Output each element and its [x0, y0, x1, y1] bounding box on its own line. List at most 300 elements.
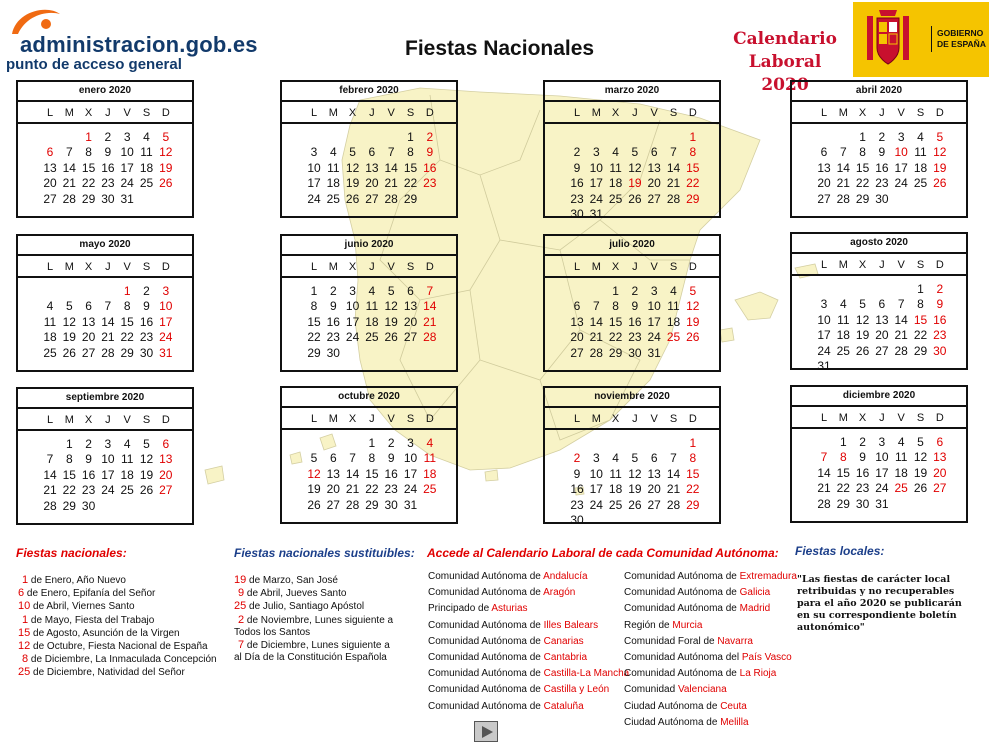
calendar-month: [280, 234, 458, 372]
day-cell: 19: [345, 176, 360, 191]
day-cell: 9: [573, 160, 581, 175]
days-grid: [545, 122, 719, 221]
day-cell: 27: [570, 345, 584, 360]
month-title: octubre 2020: [282, 388, 456, 408]
weekday-label: X: [348, 107, 357, 119]
next-button[interactable]: [474, 721, 498, 742]
day-cell: 21: [384, 176, 398, 191]
day-cell: 29: [686, 497, 700, 512]
day-cell: 30: [139, 345, 154, 360]
day-cell: 13: [403, 299, 418, 314]
day-cell: 7: [670, 451, 677, 466]
day-cell: 4: [46, 299, 54, 314]
day-cell: 4: [329, 145, 337, 160]
day-cell: 8: [689, 451, 697, 466]
day-cell: 26: [159, 176, 173, 191]
weekday-header: [545, 102, 719, 122]
weekday-label: M: [838, 107, 848, 119]
weekday-label: L: [310, 107, 318, 119]
day-cell: 22: [686, 482, 700, 497]
day-cell: 19: [159, 160, 173, 175]
calendar-month: [280, 386, 458, 524]
day-cell: 10: [159, 299, 173, 314]
day-cell: 23: [570, 191, 584, 206]
day-cell: 31: [817, 359, 831, 373]
day-cell: 28: [817, 496, 831, 511]
day-cell: 24: [589, 191, 603, 206]
day-cell: 3: [592, 145, 600, 160]
day-cell: 22: [365, 482, 379, 497]
weekday-label: J: [369, 107, 375, 119]
weekday-label: M: [838, 259, 848, 271]
weekday-label: L: [46, 261, 54, 273]
day-cell: 24: [894, 176, 908, 191]
day-cell: 12: [628, 160, 642, 175]
brand-subtitle: punto de acceso general: [6, 56, 182, 73]
day-cell: 22: [403, 176, 418, 191]
day-cell: 2: [631, 284, 639, 298]
day-cell: 1: [689, 130, 697, 144]
weekday-label: J: [369, 261, 375, 273]
day-cell: 21: [817, 481, 831, 496]
comunidad-name: País Vasco: [741, 652, 792, 663]
day-cell: 9: [329, 299, 337, 314]
day-cell: 8: [689, 145, 697, 160]
weekday-label: M: [591, 413, 601, 425]
weekday-label: J: [369, 413, 375, 425]
day-cell: 2: [573, 451, 581, 466]
weekday-label: L: [820, 107, 828, 119]
weekday-label: D: [425, 107, 434, 119]
comunidad-prefix: Comunidad Autónoma de: [428, 635, 541, 647]
comunidad-link[interactable]: [624, 701, 747, 712]
day-cell: 19: [628, 482, 642, 497]
day-cell: 31: [403, 497, 418, 512]
day-cell: 2: [859, 435, 866, 449]
weekday-label: V: [387, 261, 395, 273]
play-arrow-icon: [480, 725, 494, 739]
list-item: 10 de Abril, Viernes Santo: [18, 600, 135, 613]
comunidad-link[interactable]: [428, 668, 629, 679]
day-cell: 20: [647, 482, 661, 497]
weekday-label: S: [669, 261, 678, 273]
day-cell: 25: [120, 483, 134, 498]
day-cell: 26: [307, 497, 321, 512]
day-cell: 6: [329, 451, 337, 466]
comunidad-link[interactable]: [428, 620, 598, 631]
day-cell: 17: [589, 482, 603, 497]
day-cell: 15: [62, 467, 76, 482]
comunidad-prefix: Región de: [624, 619, 670, 631]
day-cell: 9: [859, 450, 866, 465]
comunidad-link[interactable]: [428, 587, 575, 598]
day-cell: 11: [609, 160, 622, 175]
day-cell: 9: [387, 451, 395, 466]
comunidad-link[interactable]: [428, 701, 584, 712]
comunidad-prefix: Comunidad Autónoma de: [428, 684, 541, 696]
comunidad-link[interactable]: [624, 717, 749, 728]
comunidad-name: Melilla: [720, 716, 749, 728]
day-cell: 19: [62, 330, 76, 345]
weekday-label: M: [591, 107, 601, 119]
day-cell: 29: [686, 191, 700, 206]
weekday-label: M: [64, 107, 74, 119]
day-cell: 28: [666, 497, 681, 512]
day-cell: 25: [365, 330, 379, 345]
day-cell: 21: [423, 314, 437, 329]
comunidad-link[interactable]: [428, 636, 584, 647]
day-cell: 4: [426, 436, 434, 450]
day-cell: 23: [875, 176, 889, 191]
day-cell: 11: [140, 145, 153, 160]
comunidad-link[interactable]: [428, 684, 609, 695]
days-grid: [18, 276, 192, 372]
list-item: 15 de Agosto, Asunción de la Virgen: [18, 626, 180, 639]
day-cell: 4: [123, 437, 131, 451]
day-cell: 29: [913, 343, 928, 358]
day-cell: 20: [933, 465, 947, 480]
day-cell: 6: [85, 299, 92, 314]
weekday-label: V: [123, 414, 131, 426]
day-cell: 2: [387, 436, 395, 450]
day-cell: 11: [609, 466, 622, 481]
day-cell: 20: [403, 314, 418, 329]
day-cell: 12: [913, 450, 928, 465]
weekday-label: S: [669, 413, 678, 425]
administracion-logo[interactable]: [6, 4, 266, 74]
day-cell: 26: [913, 481, 928, 496]
weekday-header: [282, 408, 456, 428]
day-cell: 9: [573, 466, 581, 481]
day-cell: 15: [686, 160, 700, 175]
day-cell: 22: [855, 176, 870, 191]
day-cell: 30: [933, 343, 947, 358]
comunidad-link[interactable]: [624, 684, 727, 695]
comunidad-link[interactable]: [428, 603, 528, 614]
day-cell: 29: [120, 345, 134, 360]
day-cell: 27: [647, 191, 661, 206]
comunidad-link[interactable]: [624, 636, 753, 647]
day-cell: 24: [345, 330, 360, 345]
day-cell: 23: [384, 482, 398, 497]
weekday-label: V: [897, 107, 905, 119]
day-cell: 23: [628, 330, 642, 345]
comunidad-name: Galicia: [739, 587, 771, 599]
day-cell: 22: [307, 330, 321, 345]
weekday-label: X: [858, 259, 867, 271]
weekday-header: [282, 256, 456, 276]
calendar-month: [543, 234, 721, 372]
list-item: 7 de Diciembre, Lunes siguiente a: [238, 639, 390, 652]
comunidad-prefix: Comunidad Autónoma de: [624, 571, 737, 582]
comunidad-prefix: Comunidad: [624, 684, 676, 696]
page-title: Fiestas Nacionales: [405, 37, 595, 60]
day-cell: 1: [123, 284, 131, 298]
day-cell: 13: [159, 452, 173, 467]
day-cell: 25: [43, 345, 57, 360]
day-cell: 15: [120, 314, 134, 329]
day-cell: 26: [384, 330, 398, 345]
day-cell: 28: [666, 191, 681, 206]
day-cell: 19: [139, 467, 154, 482]
comunidad-name: Asturias: [491, 603, 528, 615]
day-cell: 21: [62, 176, 76, 191]
calendar-month: [790, 385, 968, 523]
day-cell: 3: [820, 297, 828, 312]
day-cell: 14: [666, 466, 681, 481]
day-cell: 4: [612, 451, 619, 466]
day-cell: 24: [817, 343, 831, 358]
comunidad-prefix: Comunidad Autónoma de: [624, 668, 737, 680]
weekday-label: J: [632, 107, 638, 119]
day-cell: 11: [327, 160, 340, 175]
day-cell: 27: [647, 497, 661, 512]
day-cell: 7: [839, 145, 847, 160]
day-cell: 14: [589, 314, 603, 329]
weekday-label: M: [328, 413, 338, 425]
day-cell: 2: [143, 284, 150, 298]
day-cell: 15: [836, 465, 850, 480]
comunidad-link[interactable]: [624, 571, 797, 582]
day-cell: 8: [310, 299, 318, 314]
day-cell: 26: [62, 345, 76, 360]
days-grid: [282, 428, 456, 524]
day-cell: 1: [85, 130, 92, 144]
day-cell: 14: [384, 160, 398, 175]
island-ceuta: [485, 470, 498, 481]
day-cell: 1: [65, 437, 73, 451]
day-cell: 16: [423, 160, 437, 175]
month-title: junio 2020: [282, 236, 456, 256]
day-cell: 31: [875, 496, 889, 511]
day-cell: 15: [307, 314, 321, 329]
weekday-label: V: [897, 259, 905, 271]
calendar-month: [543, 80, 721, 221]
list-item: 2 de Noviembre, Lunes siguiente a: [238, 613, 394, 626]
day-cell: 25: [326, 191, 340, 206]
day-cell: 13: [43, 160, 57, 175]
day-cell: 30: [101, 191, 115, 206]
weekday-header: [18, 102, 192, 122]
day-cell: 22: [608, 330, 623, 345]
day-cell: 14: [894, 312, 908, 327]
day-cell: 21: [894, 328, 908, 343]
day-cell: 26: [628, 497, 642, 512]
weekday-label: S: [406, 413, 415, 425]
day-cell: 26: [139, 483, 154, 498]
day-cell: 8: [612, 299, 619, 314]
day-cell: 25: [836, 343, 850, 358]
day-cell: 14: [43, 467, 57, 482]
weekday-label: J: [879, 259, 885, 271]
day-cell: 17: [647, 314, 661, 329]
day-cell: 10: [345, 299, 360, 314]
day-cell: 28: [101, 345, 115, 360]
day-cell: 11: [667, 299, 680, 314]
day-cell: 27: [875, 343, 889, 358]
day-cell: 3: [878, 435, 886, 449]
weekday-header: [545, 408, 719, 428]
comunidad-link[interactable]: [428, 571, 588, 582]
weekday-label: S: [142, 414, 151, 426]
day-cell: 25: [608, 497, 623, 512]
comunidad-link[interactable]: [624, 620, 702, 631]
day-cell: 22: [120, 330, 134, 345]
weekday-label: V: [387, 107, 395, 119]
logo-divider: [931, 26, 932, 52]
day-cell: 5: [143, 437, 150, 451]
day-cell: 7: [387, 145, 395, 160]
gobierno-logo[interactable]: [853, 2, 989, 77]
weekday-label: V: [123, 107, 131, 119]
day-cell: 28: [62, 191, 76, 206]
day-cell: 19: [933, 160, 947, 175]
day-cell: 10: [817, 312, 831, 327]
day-cell: 6: [368, 145, 376, 160]
day-cell: 5: [65, 299, 73, 314]
day-cell: 18: [423, 466, 437, 481]
weekday-label: L: [46, 414, 54, 426]
calendar-title-line1: Calendario: [733, 29, 837, 49]
day-cell: 20: [365, 176, 379, 191]
list-item: 25 de Julio, Santiago Apóstol: [234, 600, 365, 613]
comunidad-name: Canarias: [543, 635, 584, 647]
fiestas-locales-text: "Las fiestas de carácter local retribuidas y no recuperables para el año 2020 se publicarán en su correspondiente boletín autonómico": [797, 574, 962, 633]
list-item-cont: al Día de la Constitución Española: [234, 652, 387, 664]
comunidad-prefix: Comunidad Autónoma de: [428, 652, 541, 663]
day-cell: 24: [101, 483, 115, 498]
weekday-label: L: [310, 413, 318, 425]
day-cell: 5: [387, 284, 395, 298]
day-cell: 20: [817, 176, 831, 191]
calendar-title-line2: Laboral 2020: [748, 52, 822, 95]
month-title: marzo 2020: [545, 82, 719, 102]
day-cell: 15: [81, 160, 96, 175]
comunidad-name: Cantabria: [543, 652, 587, 663]
day-cell: 18: [326, 176, 340, 191]
weekday-label: J: [879, 412, 885, 424]
month-title: diciembre 2020: [792, 387, 966, 407]
day-cell: 29: [307, 345, 321, 360]
weekday-label: L: [820, 412, 828, 424]
day-cell: 24: [403, 482, 418, 497]
day-cell: 7: [46, 452, 54, 467]
day-cell: 17: [101, 467, 115, 482]
day-cell: 25: [913, 176, 928, 191]
day-cell: 1: [310, 284, 318, 298]
day-cell: 14: [101, 314, 115, 329]
day-cell: 23: [81, 483, 96, 498]
day-cell: 8: [123, 299, 131, 314]
day-cell: 3: [650, 284, 658, 298]
comunidad-link[interactable]: [624, 587, 770, 598]
day-cell: 7: [592, 299, 600, 314]
comunidad-name: Andalucía: [543, 571, 588, 582]
month-title: agosto 2020: [792, 234, 966, 254]
weekday-label: D: [935, 107, 944, 119]
day-cell: 16: [139, 314, 154, 329]
weekday-label: X: [84, 107, 93, 119]
day-cell: 20: [81, 330, 96, 345]
day-cell: 15: [365, 466, 379, 481]
list-item-cont: Todos los Santos: [234, 626, 311, 638]
comunidad-prefix: Comunidad Autónoma de: [428, 587, 541, 599]
month-title: julio 2020: [545, 236, 719, 256]
weekday-label: X: [611, 107, 620, 119]
comunidad-link[interactable]: [428, 652, 587, 663]
comunidad-link[interactable]: [624, 652, 792, 663]
weekday-label: J: [105, 107, 111, 119]
day-cell: 28: [836, 191, 850, 206]
day-cell: 23: [101, 176, 115, 191]
day-cell: 10: [403, 451, 418, 466]
day-cell: 5: [631, 451, 639, 466]
list-item: 12 de Octubre, Fiesta Nacional de España: [18, 640, 208, 653]
weekday-header: [282, 102, 456, 122]
weekday-label: S: [406, 261, 415, 273]
comunidad-link[interactable]: [624, 668, 776, 679]
day-cell: 14: [345, 466, 360, 481]
day-cell: 12: [307, 466, 321, 481]
days-grid: [545, 428, 719, 527]
day-cell: 18: [836, 328, 850, 343]
weekday-label: V: [650, 413, 658, 425]
comunidad-name: Navarra: [717, 635, 753, 647]
weekday-label: S: [916, 259, 925, 271]
day-cell: 6: [820, 145, 828, 160]
day-cell: 6: [650, 451, 658, 466]
day-cell: 8: [85, 145, 92, 160]
weekday-label: D: [688, 107, 697, 119]
day-cell: 1: [612, 284, 619, 298]
comunidad-prefix: Comunidad Autónoma de: [428, 700, 541, 712]
day-cell: 24: [875, 481, 889, 496]
day-cell: 4: [368, 284, 376, 298]
weekday-label: M: [64, 261, 74, 273]
weekday-header: [18, 409, 192, 429]
day-cell: 25: [139, 176, 154, 191]
day-cell: 17: [307, 176, 321, 191]
day-cell: 22: [686, 176, 700, 191]
day-cell: 18: [43, 330, 57, 345]
weekday-label: V: [650, 107, 658, 119]
day-cell: 28: [345, 497, 360, 512]
comunidad-link[interactable]: [624, 603, 770, 614]
day-cell: 8: [407, 145, 414, 160]
comunidad-prefix: Ciudad Autónoma de: [624, 716, 718, 728]
day-cell: 11: [423, 451, 437, 466]
day-cell: 19: [913, 465, 928, 480]
weekday-label: X: [858, 107, 867, 119]
weekday-label: S: [916, 107, 925, 119]
day-cell: 26: [345, 191, 360, 206]
list-item: 6 de Enero, Epifanía del Señor: [18, 587, 156, 600]
weekday-label: D: [161, 261, 170, 273]
month-title: abril 2020: [792, 82, 966, 102]
day-cell: 10: [589, 466, 603, 481]
comunidad-name: Cataluña: [543, 700, 584, 712]
day-cell: 5: [917, 435, 924, 449]
weekday-label: M: [328, 107, 338, 119]
day-cell: 15: [403, 160, 418, 175]
day-cell: 17: [345, 314, 360, 329]
day-cell: 31: [120, 191, 134, 206]
day-cell: 3: [123, 130, 131, 144]
list-item: 9 de Abril, Jueves Santo: [238, 587, 347, 600]
day-cell: 19: [855, 328, 870, 343]
day-cell: 23: [933, 328, 947, 343]
day-cell: 13: [875, 312, 889, 327]
